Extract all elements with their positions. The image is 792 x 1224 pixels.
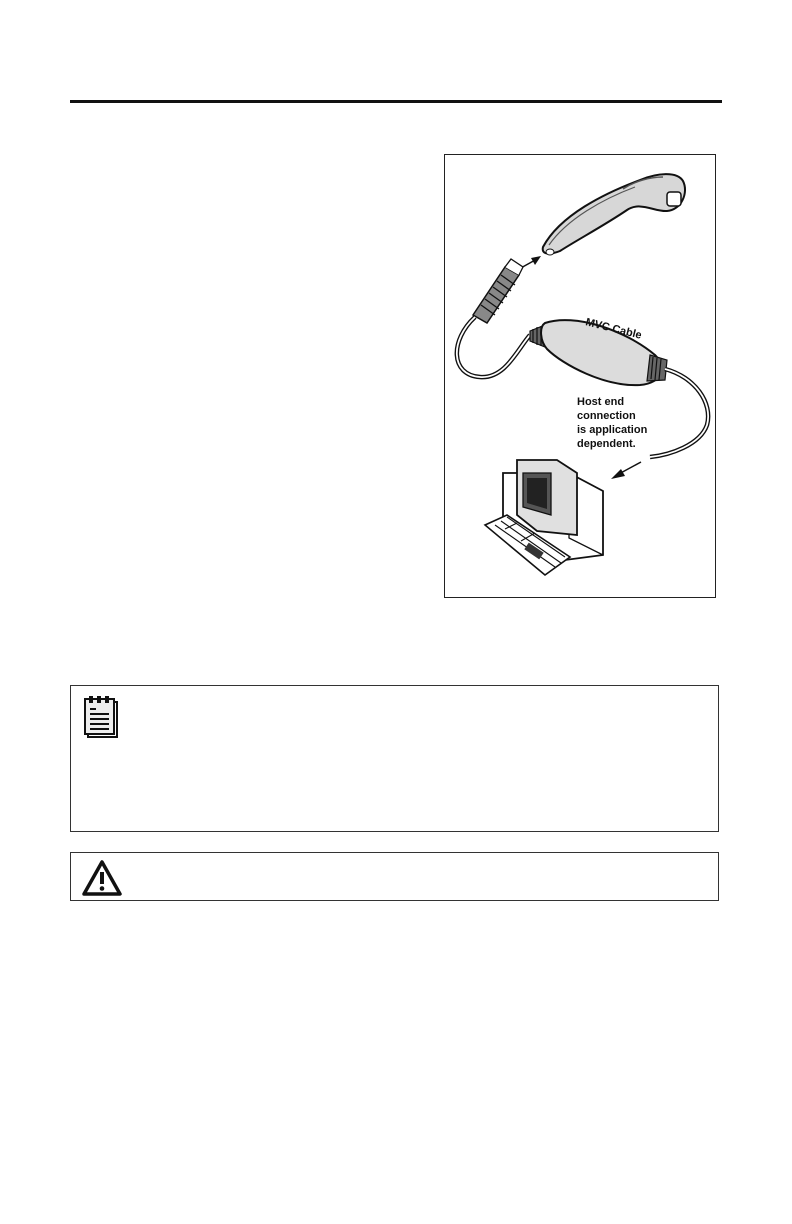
header-rule	[70, 100, 722, 103]
note-callout	[70, 685, 719, 832]
host-note-line: is application	[577, 424, 648, 436]
scanner-connection-illustration	[445, 155, 716, 598]
host-cable-segment	[650, 369, 708, 457]
scanner-connector	[473, 259, 523, 323]
warning-triangle-icon	[81, 859, 123, 897]
host-note-line: connection	[577, 410, 636, 422]
host-computer-drawing	[485, 460, 603, 575]
cable-label: MVC Cable	[584, 316, 643, 342]
host-note	[577, 396, 650, 450]
host-note-line: Host end	[577, 396, 625, 408]
scanner-connection-figure	[444, 154, 716, 598]
notepad-icon	[83, 694, 121, 740]
host-arrow	[611, 462, 641, 479]
scanner-drawing	[543, 174, 685, 255]
caution-callout	[70, 852, 719, 901]
host-note-line: dependent.	[577, 438, 636, 450]
